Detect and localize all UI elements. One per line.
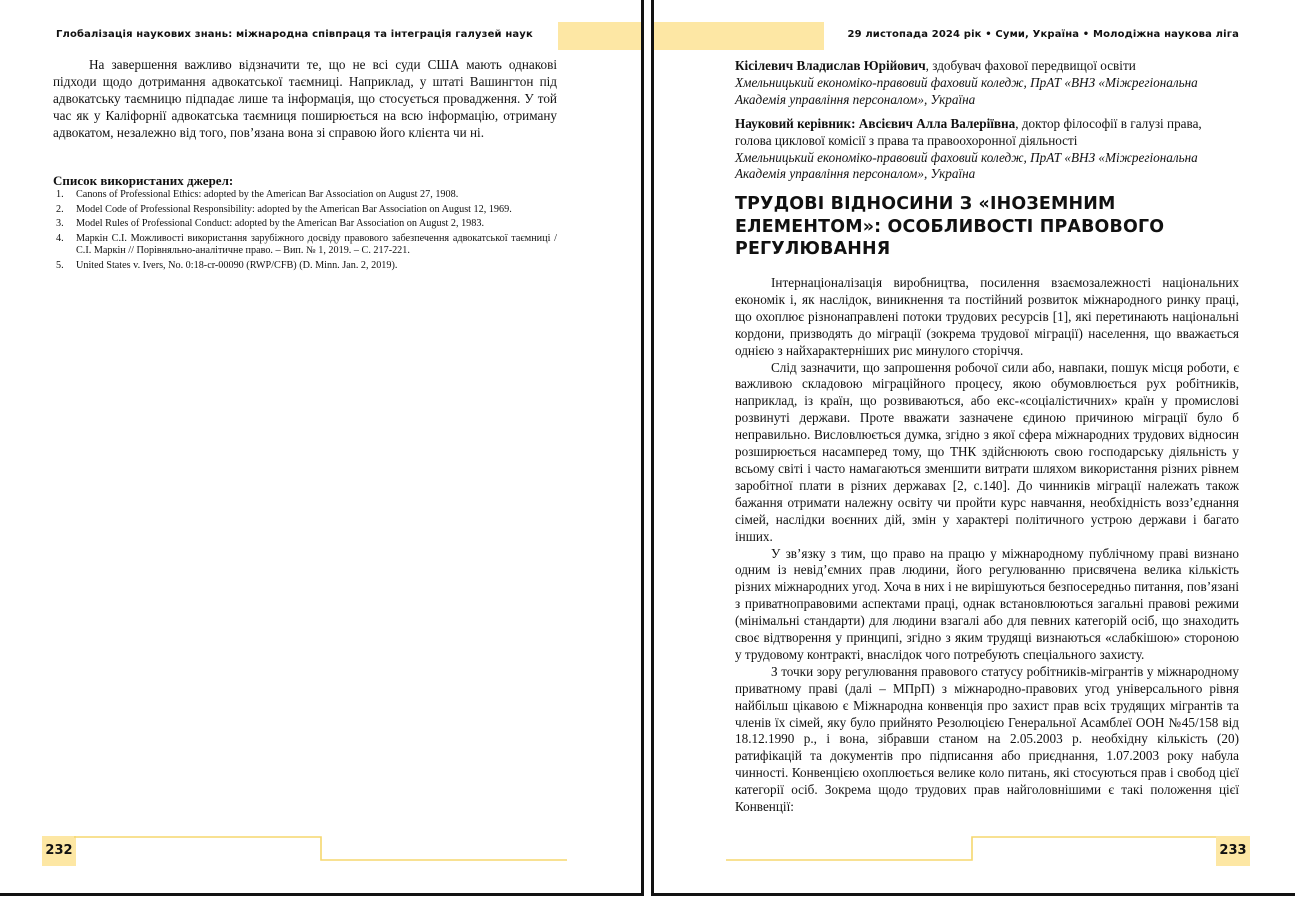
body-paragraph: Слід зазначити, що запрошення робочої сили або, навпаки, пошук місця роботи, є важливою складовою міграційного процесу, якою обумовлюється рух робітників, наприклад, із країн, що розвиваються, або екс-«соціалістичних» країн у промислові розвинуті держави. Проте вважати зазначене єдиною причиною міграції було б неправильно. Висловлюється думка, згідно з якої сфера міжнародних трудових відносин розширюється насамперед тому, що ТНК здійснюють свою господарську діяльність у всьому світі і часто намагаються зменшити витрати шляхом використання різних рівнем заробітної плати в різних державах [2, с.140]. До чинників міграції належать також бажання отримати належну освіту чи пройти курс навчання, необхідність возз’єднання сімей, наслідки воєнних дій, змін у характері політичного устрою держави і багато інших.	[735, 359, 1239, 544]
supervisor-block: Науковий керівник: Авсієвич Алла Валеріївна, доктор філософії в галузі права, голова циклової комісії з права та правоохоронної діяльності Хмельницький економіко-правовий фаховий коледж, ПрАТ «ВНЗ «Міжрегіональна Академія управління персоналом», Україна	[735, 116, 1239, 183]
left-header-band	[558, 22, 641, 50]
page-number-left: 232	[42, 836, 76, 866]
right-running-header: 29 листопада 2024 рік • Суми, Україна • Молодіжна наукова ліга	[847, 29, 1239, 40]
reference-item: 2. Model Code of Professional Responsibility: adopted by the American Bar Association on August 12, 1969.	[56, 203, 512, 215]
right-body-text	[735, 275, 1239, 816]
reference-item: 4. Маркін С.І. Можливості використання зарубіжного досвіду правового забезпечення адвокатської таємниці / С.І. Маркін // Порівняльно-аналітичне право. – Вип. № 1, 2019. – С. 217-221.	[56, 232, 557, 257]
body-paragraph: У зв’язку з тим, що право на працю у міжнародному публічному праві визнано одним із невід’ємних прав людини, його регулюванню присвячена велика кількість різних міжнародних угод. Хоча в них і не вирішуються безпосередньо питання, пов’язані з приватноправовими аспектами праці, однак встановлюються загальні правові режими (мінімальні стандарти) для людини взагалі або для певних категорій осіб, що знаходить своє відтворення у принципі, згідно з яким трудящі визнаються «слабкішою» стороною у трудовому контракті, внаслідок чого потребують спеціального захисту.	[735, 545, 1239, 662]
reference-item: 5. United States v. Ivers, No. 0:18-cr-00090 (RWP/CFB) (D. Minn. Jan. 2, 2019).	[56, 259, 398, 271]
supervisor-name: Науковий керівник: Авсієвич Алла Валеріївна	[735, 116, 1016, 131]
right-header-band	[654, 22, 824, 50]
left-page	[0, 0, 644, 896]
supervisor-affiliation: Хмельницький економіко-правовий фаховий коледж, ПрАТ «ВНЗ «Міжрегіональна Академія управління персоналом», Україна	[735, 149, 1198, 182]
article-title: ТРУДОВІ ВІДНОСИНИ З «ІНОЗЕМНИМ ЕЛЕМЕНТОМ»: ОСОБЛИВОСТІ ПРАВОВОГО РЕГУЛЮВАННЯ	[735, 194, 1165, 259]
footer-decoration-left	[74, 836, 568, 864]
spine-gutter	[644, 0, 651, 897]
author-affiliation: Хмельницький економіко-правовий фаховий коледж, ПрАТ «ВНЗ «Міжрегіональна Академія управління персоналом», Україна	[735, 74, 1198, 107]
left-running-header: Глобалізація наукових знань: міжнародна співпраця та інтеграція галузей наук	[56, 29, 533, 40]
footer-decoration-right	[726, 836, 1218, 864]
references-title: Список використаних джерел:	[53, 173, 234, 188]
reference-item: 3. Model Rules of Professional Conduct: adopted by the American Bar Association on August 2, 1983.	[56, 218, 485, 230]
reference-item: 1. Canons of Professional Ethics: adopted by the American Bar Association on August 27, 1908.	[56, 189, 459, 200]
body-paragraph: З точки зору регулювання правового статусу робітників-мігрантів у міжнародному приватному праві (далі – МПрП) з міжнародно-правових угод універсального рівня найбільш цікавою є Міжнародна конвенція про захист прав всіх трудящих мігрантів та членів їх сімей, яку було прийнято Резолюцією Генеральної Асамблеї ООН №45/158 від 18.12.1990 р., і вона, зібравши станом на 2.05.2003 р. необхідну кількість (20) ратифікацій та документів про підписання або приєднання, 1.07.2003 року набула чинності. Конвенцією охоплюється велике коло питань, які стосуються прав і свобод цієї категорії осіб. Зокрема щодо трудових прав найголовнішими є такі положення цієї Конвенції:	[735, 663, 1239, 815]
body-paragraph: Інтернаціоналізація виробництва, посилення взаємозалежності національних економік і, як наслідок, виникнення та постійний розвиток міжнародного ринку праці, що охоплює різнонаправлені потоки трудових ресурсів [1], які перетинають національні кордони, призводять до міграції (зокрема трудової міграції) населення, що вважається однією з найхарактерніших рис минулого сторіччя.	[735, 275, 1239, 358]
author-block: Кісілевич Владислав Юрійович, здобувач фахової передвищої освіти Хмельницький економіко-правовий фаховий коледж, ПрАТ «ВНЗ «Міжрегіональна Академія управління персоналом», Україна	[735, 58, 1239, 108]
references-list	[53, 189, 557, 275]
left-body-paragraph: На завершення важливо відзначити те, що не всі суди США мають однакові підходи щодо дотримання адвокатської таємниці. Наприклад, у штаті Вашингтон під адвокатську таємницю підпадає лише та інформація, що стосується провадження. У той час як у Каліфорнії адвокатська таємниця поширюється на всю інформацію, отриману адвокатом, незалежно від того, пов’язана вона зі справою його клієнта чи ні.	[53, 57, 557, 140]
author-name: Кісілевич Владислав Юрійович	[735, 58, 926, 73]
page-number-right: 233	[1216, 836, 1250, 866]
